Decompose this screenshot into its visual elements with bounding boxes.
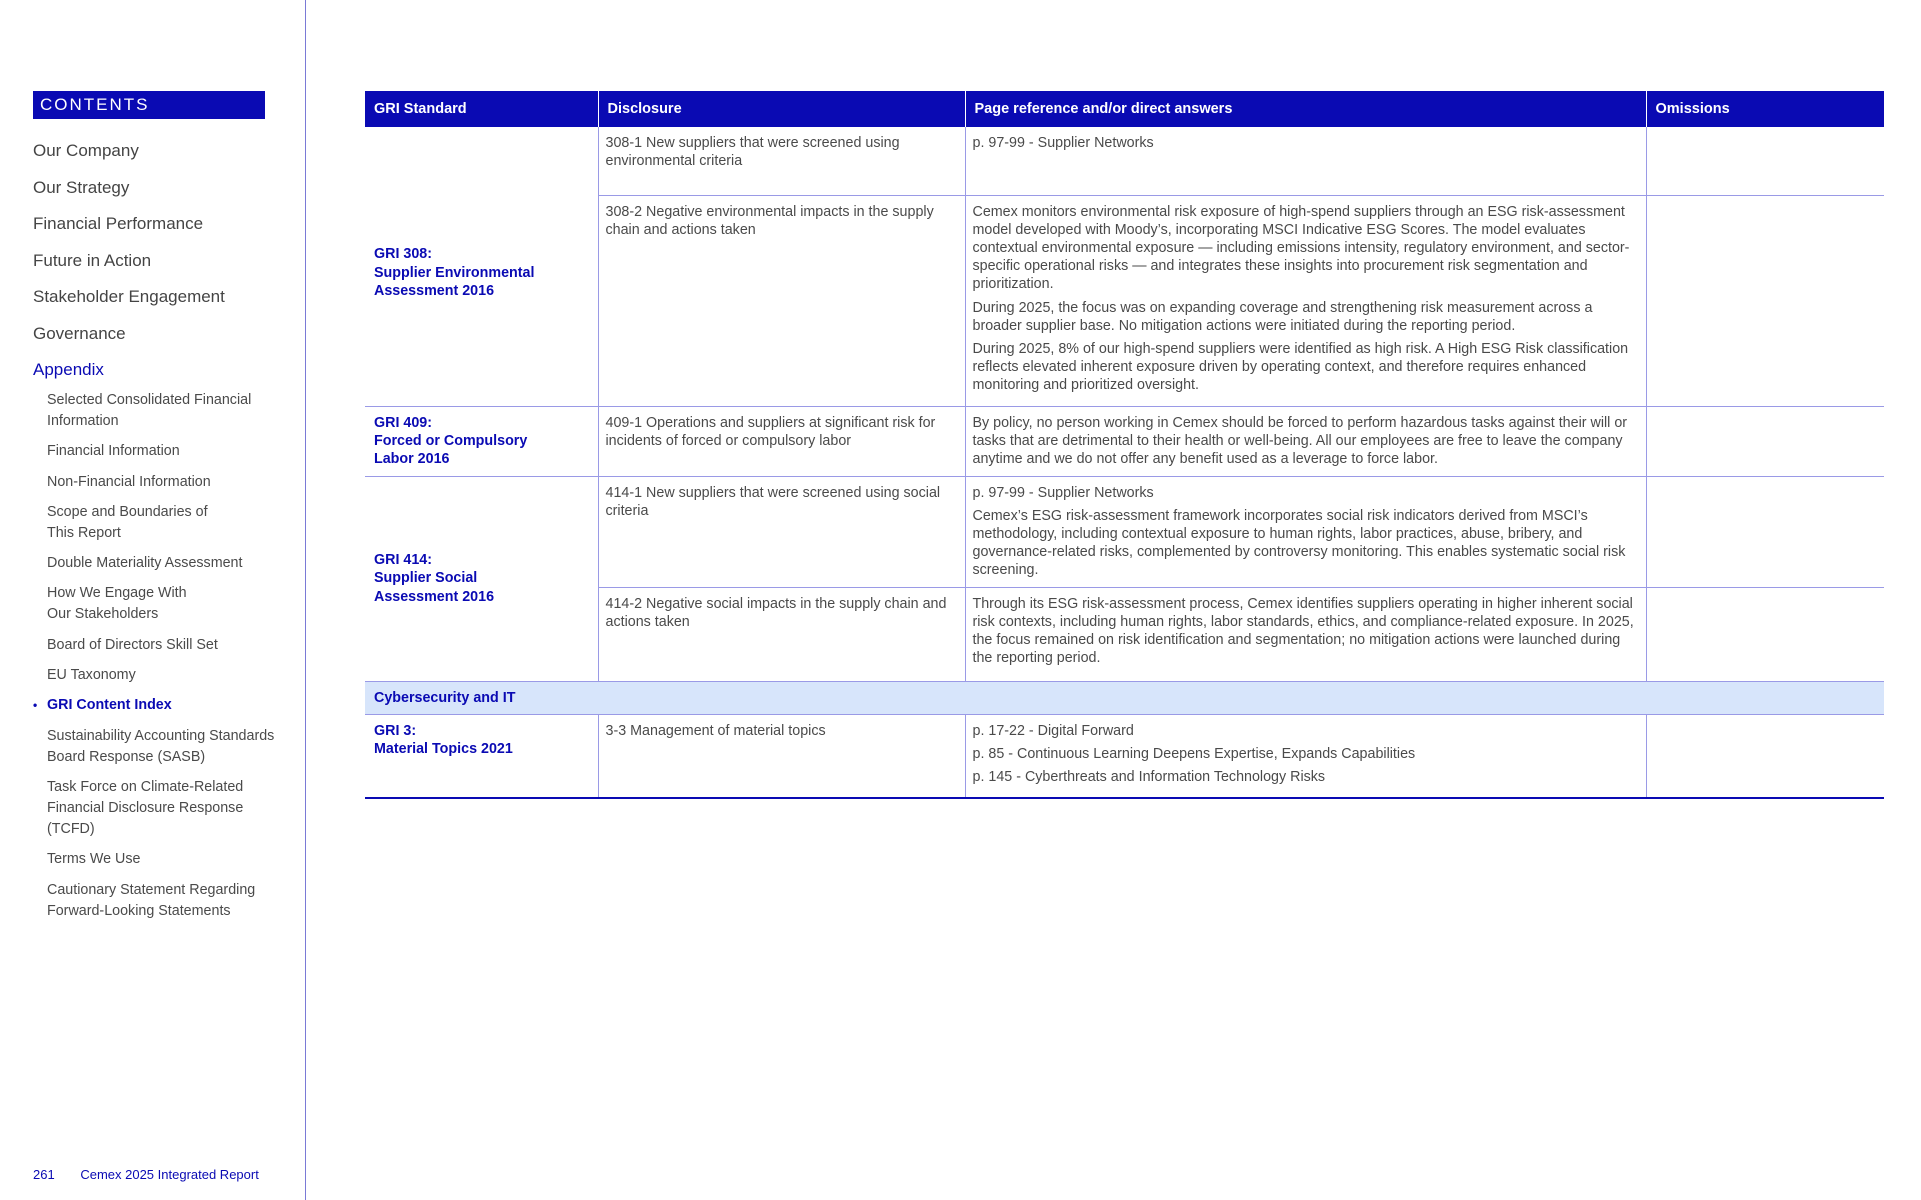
page-reference-link[interactable]: p. 145 - Cyberthreats and Information Technology Risks xyxy=(972,769,1326,786)
subnav-item-tcfd[interactable]: Task Force on Climate-Related Financial Disclosure Response (TCFD) xyxy=(47,778,244,837)
omissions-cell xyxy=(1646,406,1884,476)
subnav-item-how-we-engage[interactable]: How We Engage With Our Stakeholders xyxy=(47,585,187,623)
standard-line: Supplier Environmental xyxy=(374,264,535,281)
header-disclosure: Disclosure xyxy=(598,91,965,127)
reference-cell xyxy=(965,195,1646,406)
reference-paragraph: Cemex monitors environmental risk exposure of high-spend suppliers through an ESG risk-assessment model developed with Moody’s, incorporating MSCI Indicative ESG Scores. The model evaluates contextual environmental exposure — including emissions intensity, regulatory environment, and sector-specific operational risks — and integrates these insights into procurement risk segmentation and prioritization. xyxy=(972,203,1630,293)
nav-item-future-in-action[interactable]: Future in Action xyxy=(33,250,152,270)
gri-standard-cell xyxy=(365,406,598,476)
reference-cell: p. 97-99 - Supplier Networks xyxy=(965,127,1646,195)
reference-paragraph: p. 97-99 - Supplier Networks xyxy=(972,484,1154,501)
subnav-item-double-materiality-assessment[interactable]: Double Materiality Assessment xyxy=(47,555,243,572)
header-omissions: Omissions xyxy=(1646,91,1884,127)
reference-cell: By policy, no person working in Cemex should be forced to perform hazardous tasks against their will or tasks that are detrimental to their health or well-being. All our employees are free to leave the company anytime and we do not offer any benefit used as a leverage to force labor. xyxy=(965,406,1646,476)
section-row-cybersecurity xyxy=(365,681,1884,714)
standard-line: Forced or Compulsory xyxy=(374,432,528,449)
subnav-item-scope-and-boundaries[interactable]: Scope and Boundaries of This Report xyxy=(47,503,208,541)
nav-item-stakeholder-engagement[interactable]: Stakeholder Engagement xyxy=(33,287,225,306)
subnav-item-non-financial-information[interactable]: Non-Financial Information xyxy=(47,473,211,490)
active-bullet-icon: • xyxy=(33,698,38,713)
nav-item-financial-performance[interactable]: Financial Performance xyxy=(33,214,204,233)
subnav-item-selected-consolidated-financial-information[interactable]: Selected Consolidated Financial Information xyxy=(47,392,252,429)
table-row xyxy=(365,476,1884,587)
header-page-reference: Page reference and/or direct answers xyxy=(965,91,1646,127)
appendix-subnav xyxy=(33,390,287,931)
subnav-item-label: GRI Content Index xyxy=(47,697,172,714)
omissions-cell xyxy=(1646,127,1884,195)
omissions-cell xyxy=(1646,195,1884,406)
disclosure-cell: 414-2 Negative social impacts in the supply chain and actions taken xyxy=(598,587,965,681)
standard-line: Assessment 2016 xyxy=(374,282,495,299)
nav-item-our-company[interactable]: Our Company xyxy=(33,141,139,160)
contents-header: CONTENTS xyxy=(33,91,265,119)
page-reference-link[interactable]: p. 85 - Continuous Learning Deepens Expertise, Expands Capabilities xyxy=(972,745,1416,762)
table-header-row xyxy=(365,91,1884,127)
standard-line: GRI 414: xyxy=(374,552,433,569)
omissions-cell xyxy=(1646,587,1884,681)
disclosure-cell: 3-3 Management of material topics xyxy=(598,714,965,798)
sidebar xyxy=(0,0,306,1200)
reference-paragraph: During 2025, the focus was on expanding coverage and strengthening risk measurement across a broader supplier base. No mitigation actions were initiated during the reporting period. xyxy=(972,299,1593,334)
disclosure-cell: 308-1 New suppliers that were screened using environmental criteria xyxy=(598,127,965,195)
main-nav xyxy=(33,139,225,395)
subnav-item-board-skill-set[interactable]: Board of Directors Skill Set xyxy=(47,636,218,653)
section-title: Cybersecurity and IT xyxy=(365,681,1884,714)
omissions-cell xyxy=(1646,476,1884,587)
disclosure-cell: 414-1 New suppliers that were screened using social criteria xyxy=(598,476,965,587)
report-title: Cemex 2025 Integrated Report xyxy=(80,1167,259,1182)
disclosure-cell: 409-1 Operations and suppliers at significant risk for incidents of forced or compulsory labor xyxy=(598,406,965,476)
reference-cell: Through its ESG risk-assessment process, Cemex identifies suppliers operating in higher inherent social risk contexts, including human rights, labor standards, ethics, and compliance-related exposure. In 2025, the focus remained on risk identification and segmentation; no mitigation actions were launched during the reporting period. xyxy=(965,587,1646,681)
table-row xyxy=(365,127,1884,195)
subnav-item-gri-content-index[interactable] xyxy=(33,695,287,716)
reference-paragraph: Cemex’s ESG risk-assessment framework incorporates social risk indicators derived from MSCI’s methodology, including contextual exposure to human rights, labor practices, abuse, bribery, and governance-related risks, complemented by controversy monitoring. This enables systematic social risk screening. xyxy=(972,507,1626,579)
nav-item-governance[interactable]: Governance xyxy=(33,323,126,343)
gri-standard-cell xyxy=(365,476,598,681)
page-footer xyxy=(33,1167,259,1182)
subnav-item-cautionary-statement[interactable]: Cautionary Statement Regarding Forward-Looking Statements xyxy=(47,881,256,919)
subnav-item-financial-information[interactable]: Financial Information xyxy=(47,443,180,460)
subnav-item-sasb[interactable]: Sustainability Accounting Standards Board Response (SASB) xyxy=(47,727,275,765)
standard-line: Supplier Social xyxy=(374,570,478,587)
page-reference-link[interactable]: p. 17-22 - Digital Forward xyxy=(972,722,1134,739)
gri-content-index-table xyxy=(365,91,1884,799)
standard-line: GRI 308: xyxy=(374,246,433,263)
nav-item-our-strategy[interactable]: Our Strategy xyxy=(33,177,130,197)
table-row xyxy=(365,406,1884,476)
standard-line: Labor 2016 xyxy=(374,450,450,467)
reference-cell xyxy=(965,714,1646,798)
standard-line: GRI 409: xyxy=(374,414,433,431)
reference-paragraph: During 2025, 8% of our high-spend suppliers were identified as high risk. A High ESG Risk classification reflects elevated inherent exposure driven by operating context, and therefore requires enhanced monitoring and prioritized oversight. xyxy=(972,340,1629,394)
standard-line: GRI 3: xyxy=(374,722,417,739)
subnav-item-terms-we-use[interactable]: Terms We Use xyxy=(47,851,141,868)
table-row xyxy=(365,714,1884,798)
header-gri-standard: GRI Standard xyxy=(365,91,598,127)
gri-standard-cell xyxy=(365,714,598,798)
gri-standard-cell xyxy=(365,127,598,406)
subnav-item-eu-taxonomy[interactable]: EU Taxonomy xyxy=(47,667,136,684)
disclosure-cell: 308-2 Negative environmental impacts in the supply chain and actions taken xyxy=(598,195,965,406)
standard-line: Assessment 2016 xyxy=(374,588,495,605)
nav-item-appendix[interactable]: Appendix xyxy=(33,360,104,379)
reference-cell xyxy=(965,476,1646,587)
omissions-cell xyxy=(1646,714,1884,798)
standard-line: Material Topics 2021 xyxy=(374,740,513,757)
page-number: 261 xyxy=(33,1167,55,1182)
